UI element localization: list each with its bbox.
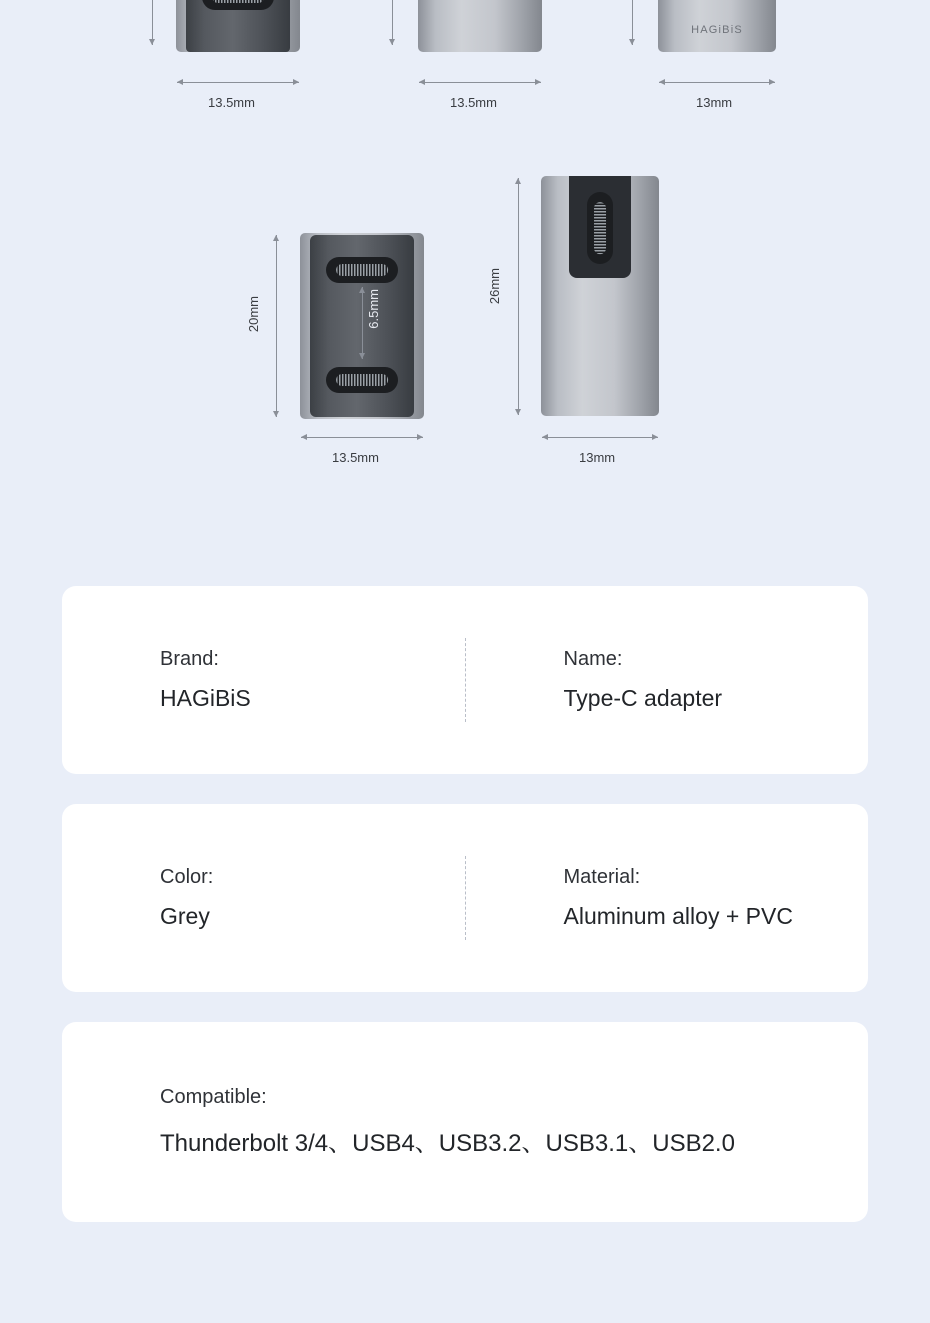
device-c-height-dim: [632, 0, 633, 45]
spec-brand-key: Brand:: [160, 648, 219, 670]
device-b: [418, 0, 542, 52]
spec-brand: [62, 648, 465, 712]
spec-compatible-value: Thunderbolt 3/4、USB4、USB3.2、USB3.1、USB2.0: [160, 1130, 735, 1157]
device-d-port-bottom: [326, 367, 398, 393]
device-a-height-dim: [152, 0, 153, 45]
device-e-height-dim: [518, 178, 519, 415]
spec-name-key: Name:: [563, 648, 623, 670]
spec-name-value: Type-C adapter: [563, 685, 723, 711]
spec-color-value: Grey: [160, 903, 210, 929]
device-d-inner-label: 6.5mm: [366, 289, 381, 329]
spec-material: [466, 866, 869, 930]
spec-material-value: Aluminum alloy + PVC: [563, 903, 793, 929]
spec-color: [62, 866, 465, 930]
device-b-height-dim: [392, 0, 393, 45]
device-d-height-dim: [276, 235, 277, 417]
spec-compatible-key: Compatible:: [160, 1086, 267, 1108]
device-d-width-label: 13.5mm: [332, 450, 379, 465]
device-d-inner-dim: [362, 287, 363, 359]
spec-name: [466, 648, 869, 712]
spec-brand-value: HAGiBiS: [160, 685, 251, 711]
device-e: [541, 176, 659, 416]
device-e-width-label: 13mm: [579, 450, 616, 465]
brandmark-text: HAGiBiS: [691, 24, 743, 36]
diagram-top-row: [0, 0, 930, 135]
device-c-width-label: 13mm: [696, 95, 733, 110]
spec-material-key: Material:: [563, 866, 641, 888]
device-b-width-label: 13.5mm: [450, 95, 497, 110]
device-c-width-dim: [659, 82, 775, 83]
spec-card-compatible: [62, 1022, 868, 1222]
device-e-height-label: 26mm: [487, 268, 502, 305]
device-e-width-dim: [542, 437, 658, 438]
spec-card-color-material: [62, 804, 868, 992]
device-a: [176, 0, 300, 52]
device-d-height-label: 20mm: [246, 296, 261, 333]
device-a-width-dim: [177, 82, 299, 83]
device-c: [658, 0, 776, 52]
device-d-port-top: [326, 257, 398, 283]
spec-card-brand-name: [62, 586, 868, 774]
spec-color-key: Color:: [160, 866, 214, 888]
device-d-width-dim: [301, 437, 423, 438]
device-b-width-dim: [419, 82, 541, 83]
spec-cards: [62, 586, 868, 1252]
device-a-width-label: 13.5mm: [208, 95, 255, 110]
device-e-port: [587, 192, 613, 264]
